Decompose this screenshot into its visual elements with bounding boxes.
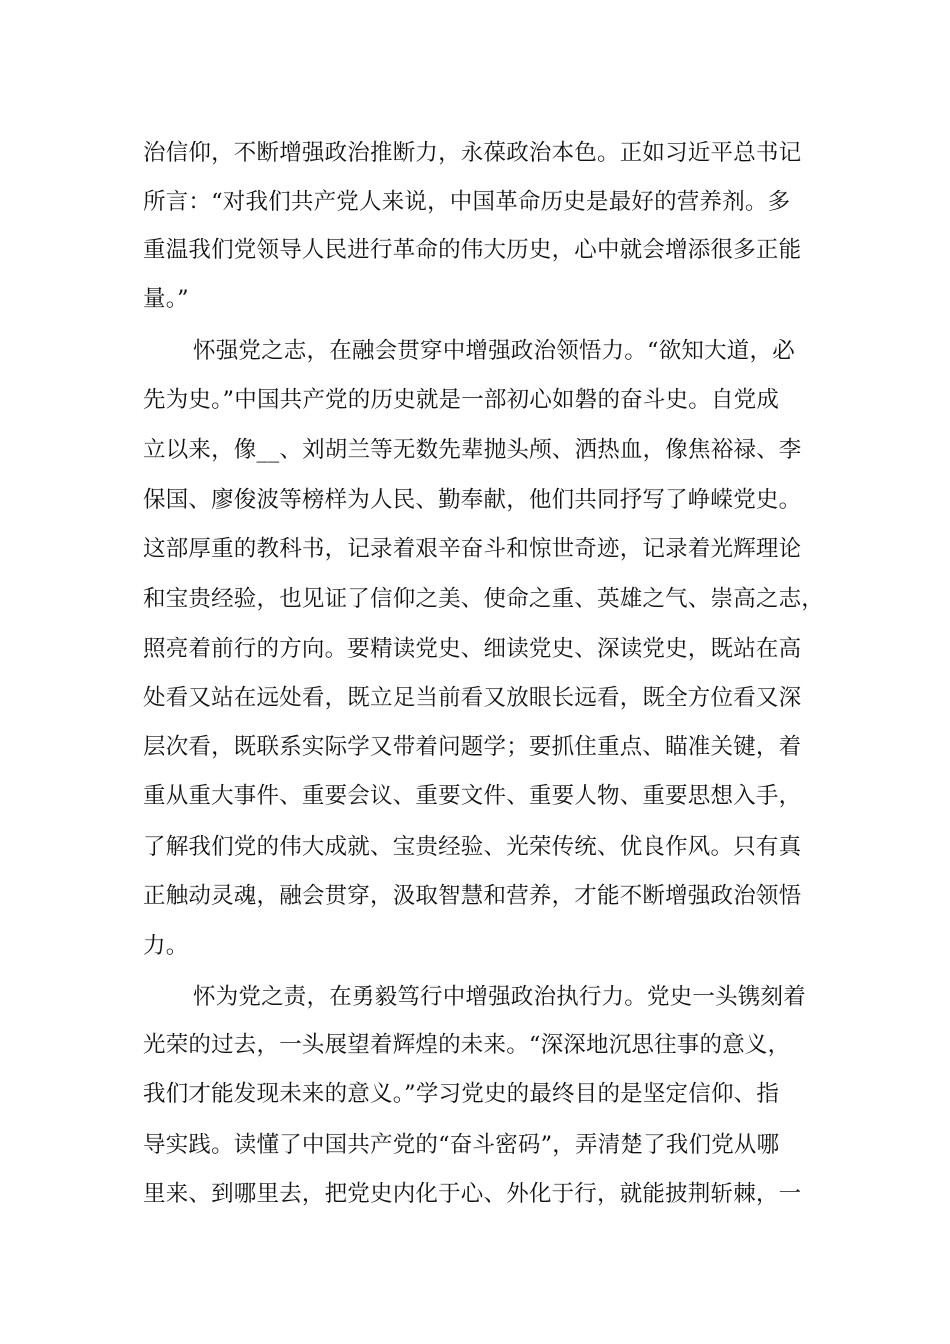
text-line: 层次看，既联系实际学又带着问题学；要抓住重点、瞄准关键，着 bbox=[143, 734, 802, 760]
text-line: 照亮着前行的方向。要精读党史、细读党史、深读党史，既站在高 bbox=[143, 636, 802, 662]
text-line: 了解我们党的伟大成就、宝贵经验、光荣传统、优良作风。只有真 bbox=[143, 834, 802, 860]
text-line: 治信仰，不断增强政治推断力，永葆政治本色。正如习近平总书记 bbox=[143, 140, 802, 166]
text-line: 重从重大事件、重要会议、重要文件、重要人物、重要思想入手， bbox=[143, 783, 802, 809]
text-line: 量。” bbox=[143, 286, 189, 312]
text-line: 和宝贵经验，也见证了信仰之美、使命之重、英雄之气、崇高之志， bbox=[143, 586, 825, 612]
text-line: 里来、到哪里去，把党史内化于心、外化于行，就能披荆斩棘，一 bbox=[143, 1181, 802, 1207]
paragraph-first-line: 怀为党之责，在勇毅笃行中增强政治执行力。党史一头镌刻着 bbox=[193, 984, 806, 1010]
text-line: 这部厚重的教科书，记录着艰辛奋斗和惊世奇迹，记录着光辉理论 bbox=[143, 536, 802, 562]
text-line: 立以来，像__、刘胡兰等无数先辈抛头颅、洒热血，像焦裕禄、李 bbox=[143, 437, 802, 463]
text-line: 所言：“对我们共产党人来说，中国革命历史是最好的营养剂。多 bbox=[143, 189, 791, 215]
text-line: 光荣的过去，一头展望着辉煌的未来。“深深地沉思往事的意义， bbox=[143, 1032, 791, 1058]
text-line: 重温我们党领导人民进行革命的伟大历史，心中就会增添很多正能 bbox=[143, 237, 802, 263]
text-line: 正触动灵魂，融会贯穿，汲取智慧和营养，才能不断增强政治领悟 bbox=[143, 883, 802, 909]
text-line: 力。 bbox=[143, 933, 189, 959]
paragraph-first-line: 怀强党之志，在融会贯穿中增强政治领悟力。“欲知大道，必 bbox=[193, 338, 795, 364]
text-line: 处看又站在远处看，既立足当前看又放眼长远看，既全方位看又深 bbox=[143, 685, 802, 711]
text-line: 我们才能发现未来的意义。”学习党史的最终目的是坚定信仰、指 bbox=[143, 1081, 780, 1107]
text-line: 先为史。”中国共产党的历史就是一部初心如磐的奋斗史。自党成 bbox=[143, 387, 780, 413]
text-line: 保国、廖俊波等榜样为人民、勤奉献，他们共同抒写了峥嵘党史。 bbox=[143, 487, 802, 513]
text-line: 导实践。读懂了中国共产党的“奋斗密码”，弄清楚了我们党从哪 bbox=[143, 1132, 780, 1158]
